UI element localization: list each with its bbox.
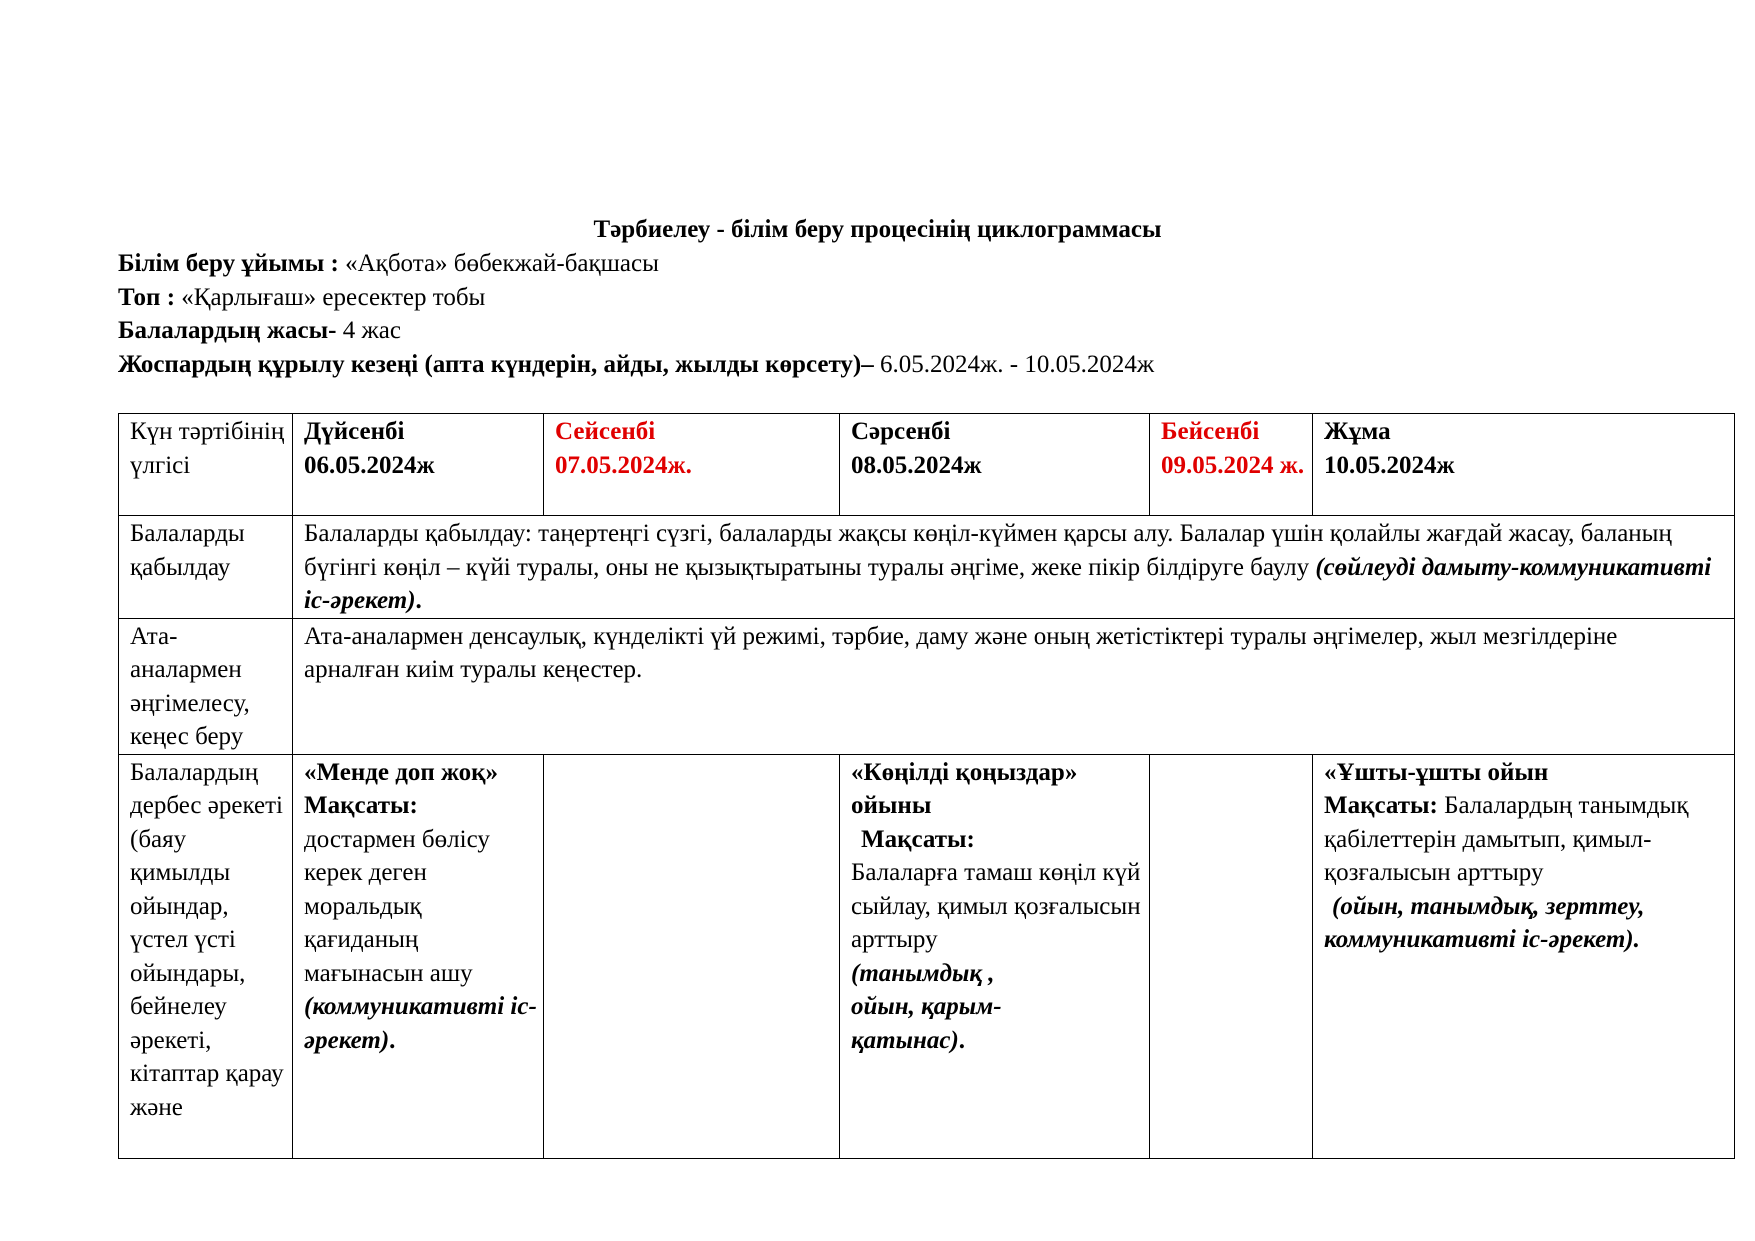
table-header-row xyxy=(119,414,1735,516)
day-header-thursday xyxy=(1150,414,1313,516)
day-name: Жұма xyxy=(1324,418,1391,445)
meta-period xyxy=(118,348,1154,382)
table-row xyxy=(119,516,1735,619)
meta-value: «Қарлығаш» ересектер тобы xyxy=(175,283,486,311)
game-title: «Көңілді қоңыздар» ойыны xyxy=(851,758,1078,819)
row-label-parents: Ата-аналармен әңгімелесу, кеңес беру xyxy=(119,618,293,754)
reception-end: . xyxy=(415,587,422,614)
reception-activity: (сөйлеуді дамыту-коммуникативті іс-әрекет) xyxy=(304,553,1712,614)
meta-group xyxy=(118,281,1154,315)
day-name: Бейсенбі xyxy=(1161,418,1260,445)
goal-text: Балалардың танымдық қабілеттерін дамытып, қимыл-қозғалысын арттыру xyxy=(1324,792,1689,886)
activity-type-text: (танымдық , ойын, қарым-қатынас) xyxy=(851,959,1002,1054)
meta-organization xyxy=(118,247,1154,281)
day-date: 09.05.2024 ж. xyxy=(1161,451,1305,479)
goal-label: Мақсаты: xyxy=(861,825,975,853)
goal-label: Мақсаты: xyxy=(1324,792,1438,819)
header-label-cell: Күн тәртібінің үлгісі xyxy=(119,414,293,516)
day-name: Сейсенбі xyxy=(555,418,656,445)
row-label-activities: Балалардың дербес әрекеті (баяу қимылды ойындар, үстел үсті ойындары, бейнелеу әрекеті, кітаптар қарау және xyxy=(119,754,293,1158)
activity-thursday xyxy=(1150,754,1313,1158)
meta-label: Жоспардың құрылу кезеңі (апта күндерін, айды, жылды көрсету)– xyxy=(118,350,874,378)
game-title: «Ұшты-ұшты ойын xyxy=(1324,758,1549,786)
row-label-reception: Балаларды қабылдау xyxy=(119,516,293,619)
activity-type xyxy=(851,957,1143,1058)
meta-age xyxy=(118,314,1154,348)
activity-monday xyxy=(293,754,544,1158)
activity-end: . xyxy=(389,1026,396,1054)
reception-cell xyxy=(293,516,1735,619)
table-row xyxy=(119,754,1735,1158)
goal-text: Балаларға тамаш көңіл күй сыйлау, қимыл қозғалысын арттыру xyxy=(851,859,1141,953)
game-title: «Менде доп жоқ» xyxy=(304,758,498,786)
reception-text: Балаларды қабылдау: таңертеңгі сүзгі, балаларды жақсы көңіл-күймен қарсы алу. Балалар үшін қолайлы жағдай жасау, баланың бүгінгі көңіл – күйі туралы, оны не қызықтыратыны туралы әңгіме, жеке пікір білдіруге баулу xyxy=(304,520,1672,581)
goal-label: Мақсаты: xyxy=(304,792,418,819)
day-date: 10.05.2024ж xyxy=(1324,451,1455,479)
meta-label: Балалардың жасы- xyxy=(118,317,337,344)
day-header-wednesday xyxy=(840,414,1150,516)
activity-type: (ойын, танымдық, зерттеу, коммуникативті іс-әрекет). xyxy=(1324,892,1645,953)
day-date: 08.05.2024ж xyxy=(851,451,982,479)
document-title: Тәрбиелеу - білім беру процесінің циклограммасы xyxy=(593,216,1162,243)
activity-tuesday xyxy=(544,754,840,1158)
day-date: 07.05.2024ж. xyxy=(555,451,692,479)
table-row xyxy=(119,618,1735,754)
meta-label: Білім беру ұйымы : xyxy=(118,250,339,277)
activity-type xyxy=(304,990,537,1057)
parents-cell: Ата-аналармен денсаулық, күнделікті үй режимі, тәрбие, даму және оның жетістіктері туралы әңгімелер, жыл мезгілдеріне арналған киім туралы кеңестер. xyxy=(293,618,1735,754)
activity-wednesday xyxy=(840,754,1150,1158)
activity-type-text: (коммуникативті іс-әрекет) xyxy=(304,993,537,1054)
meta-label: Топ : xyxy=(118,283,176,311)
goal-line xyxy=(1324,789,1728,890)
day-name: Сәрсенбі xyxy=(851,418,951,445)
activity-friday xyxy=(1313,754,1735,1158)
document-meta xyxy=(118,247,1154,381)
activity-end: . xyxy=(958,1026,966,1054)
day-header-monday xyxy=(293,414,544,516)
schedule-table xyxy=(118,413,1735,1159)
day-name: Дүйсенбі xyxy=(304,418,405,445)
day-header-friday xyxy=(1313,414,1735,516)
day-date: 06.05.2024ж xyxy=(304,451,435,479)
goal-text: достармен бөлісу керек деген моральдық қағиданың мағынасын ашу xyxy=(304,825,490,987)
meta-value: «Ақбота» бөбекжай-бақшасы xyxy=(338,250,659,277)
meta-value: 4 жас xyxy=(336,317,401,344)
meta-value: 6.05.2024ж. - 10.05.2024ж xyxy=(873,350,1155,378)
day-header-tuesday xyxy=(544,414,840,516)
